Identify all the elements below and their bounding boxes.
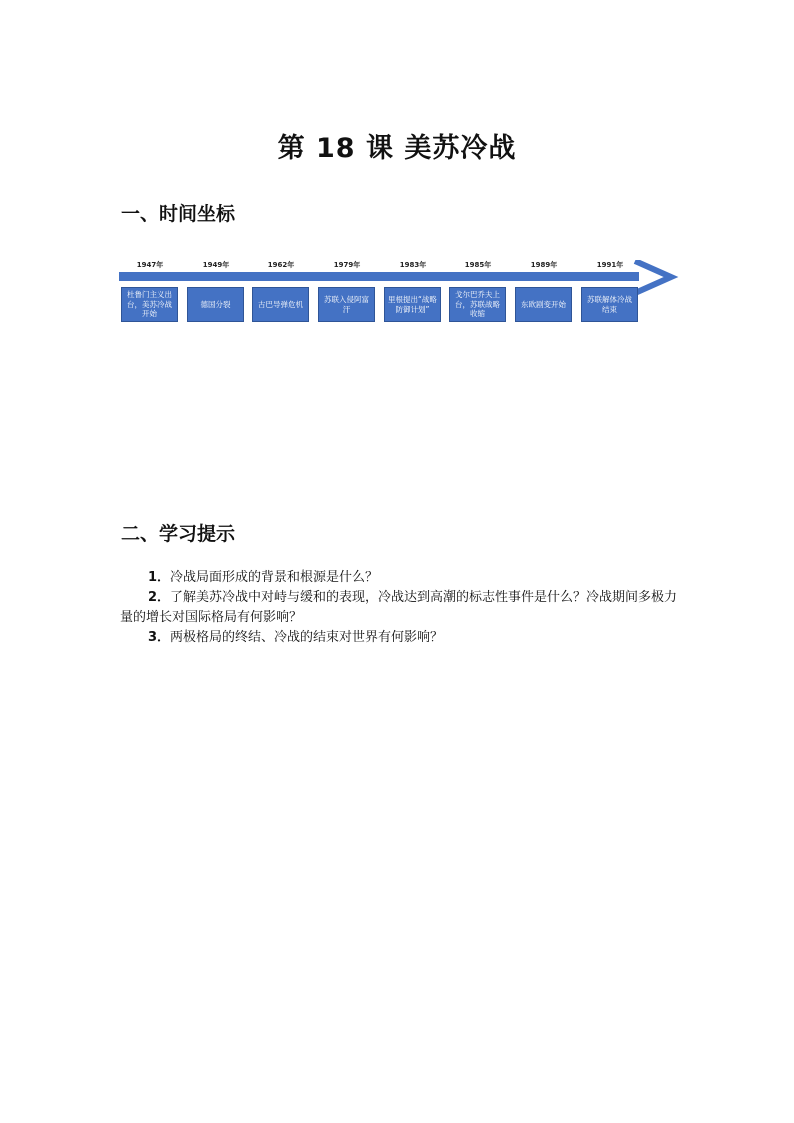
event-label: 东欧剧变开始 (521, 299, 566, 309)
hint-text: 冷战局面形成的背景和根源是什么？ (170, 570, 379, 585)
event-label: 苏联入侵阿富汗 (324, 295, 369, 314)
event-box-1962 (252, 287, 309, 322)
hint-item-3 (120, 628, 690, 648)
hint-text: 两极格局的终结、冷战的结束对世界有何影响？ (170, 630, 444, 645)
hint-number: 2． (148, 590, 171, 605)
event-box-1947 (121, 287, 178, 322)
hint-text: 了解美苏冷战中对峙与缓和的表现，冷战达到高潮的标志性事件是什么？冷战期间多极力量的增长对国际格局有何影响？ (120, 590, 678, 625)
event-label: 里根提出“战略防御计划” (388, 295, 437, 314)
study-hints (120, 568, 690, 648)
event-label: 古巴导弹危机 (258, 299, 303, 309)
section-heading-timeline: 一、时间坐标 (121, 203, 236, 225)
year-label-1947: 1947年 (136, 261, 164, 269)
year-label-1979: 1979年 (333, 261, 361, 269)
year-label-1989: 1989年 (530, 261, 558, 269)
event-box-1949 (187, 287, 244, 322)
timeline-bar (119, 272, 639, 281)
event-box-1991 (581, 287, 638, 322)
event-box-1979 (318, 287, 375, 322)
timeline-arrowhead (635, 261, 671, 293)
year-label-1962: 1962年 (267, 261, 295, 269)
timeline (119, 254, 679, 334)
event-box-1983 (384, 287, 441, 322)
event-box-1989 (515, 287, 572, 322)
hint-item-1 (120, 568, 690, 588)
year-label-1991: 1991年 (596, 261, 624, 269)
year-label-1949: 1949年 (202, 261, 230, 269)
hint-number: 3． (148, 630, 171, 645)
page-title: 第 18 课 美苏冷战 (277, 133, 517, 164)
event-box-1985 (449, 287, 506, 322)
event-label: 苏联解体冷战结束 (587, 295, 632, 314)
year-label-1985: 1985年 (464, 261, 492, 269)
hint-number: 1． (148, 570, 171, 585)
hint-item-2 (120, 588, 690, 628)
event-label: 杜鲁门主义出台，美苏冷战开始 (127, 290, 172, 319)
year-label-1983: 1983年 (399, 261, 427, 269)
event-label: 德国分裂 (200, 299, 231, 309)
event-label: 戈尔巴乔夫上台，苏联战略收缩 (455, 290, 500, 319)
section-heading-hints: 二、学习提示 (121, 523, 236, 545)
